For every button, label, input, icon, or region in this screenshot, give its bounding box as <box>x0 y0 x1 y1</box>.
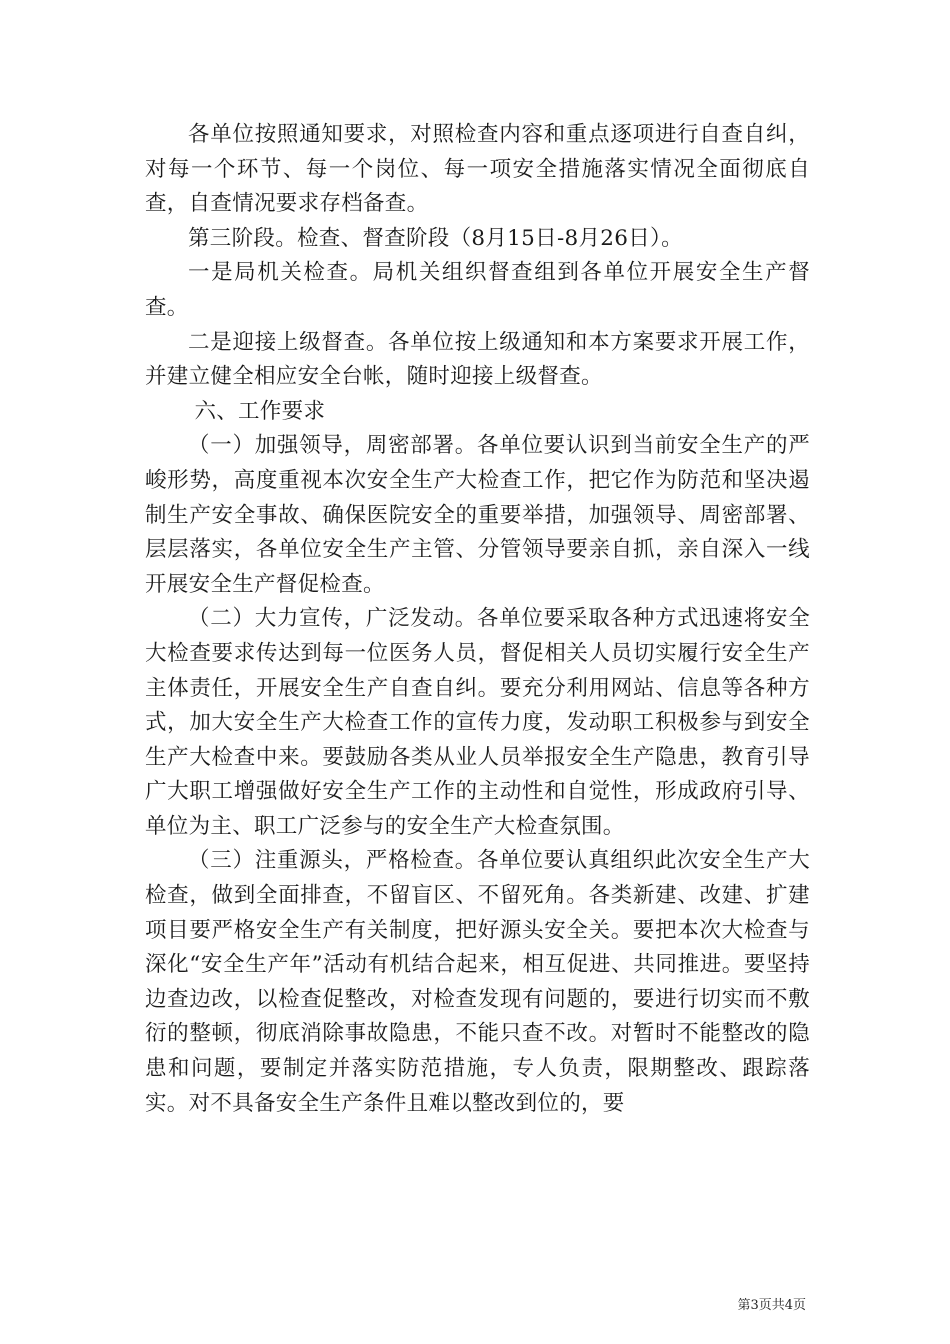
page-number-footer: 第3页共4页 <box>737 1298 806 1313</box>
section-heading-work-requirements: 六、工作要求 <box>194 398 326 424</box>
paragraph-superior-inspection: 二是迎接上级督查。各单位按上级通知和本方案要求开展工作，并建立健全相应安全台帐，随时迎接上级督查。 <box>145 329 810 390</box>
paragraph-bureau-inspection: 一是局机关检查。局机关组织督查组到各单位开展安全生产督查。 <box>145 260 810 320</box>
paragraph-requirement-1: （一）加强领导，周密部署。各单位要认识到当前安全生产的严峻形势，高度重视本次安全生产大检查工作，把它作为防范和坚决遏制生产安全事故、确保医院安全的重要举措，加强领导、周密部署、层层落实，各单位安全生产主管、分管领导要亲自抓，亲自深入一线开展安全生产督促检查。 <box>145 433 810 597</box>
paragraph-self-inspection: 各单位按照通知要求，对照检查内容和重点逐项进行自查自纠，对每一个环节、每一个岗位、每一项安全措施落实情况全面彻底自查，自查情况要求存档备查。 <box>145 122 810 217</box>
paragraph-requirement-2: （二）大力宣传，广泛发动。各单位要采取各种方式迅速将安全大检查要求传达到每一位医务人员，督促相关人员切实履行安全生产主体责任，开展安全生产自查自纠。要充分利用网站、信息等各种方式，加大安全生产大检查工作的宣传力度，发动职工积极参与到安全生产大检查中来。要鼓励各类从业人员举报安全生产隐患，教育引导广大职工增强做好安全生产工作的主动性和自觉性，形成政府引导、单位为主、职工广泛参与的安全生产大检查氛围。 <box>145 606 810 839</box>
document-body <box>145 118 810 1121</box>
paragraph-stage-three: 第三阶段。检查、督查阶段（8月15日-8月26日）。 <box>188 225 683 251</box>
paragraph-requirement-3: （三）注重源头，严格检查。各单位要认真组织此次安全生产大检查，做到全面排查，不留盲区、不留死角。各类新建、改建、扩建项目要严格安全生产有关制度，把好源头安全关。要把本次大检查与深化“安全生产年”活动有机结合起来，相互促进、共同推进。要坚持边查边改，以检查促整改，对检查发现有问题的，要进行切实而不敷衍的整顿，彻底消除事故隐患，不能只查不改。对暂时不能整改的隐患和问题，要制定并落实防范措施，专人负责，限期整改、跟踪落实。对不具备安全生产条件且难以整改到位的，要 <box>145 848 810 1116</box>
